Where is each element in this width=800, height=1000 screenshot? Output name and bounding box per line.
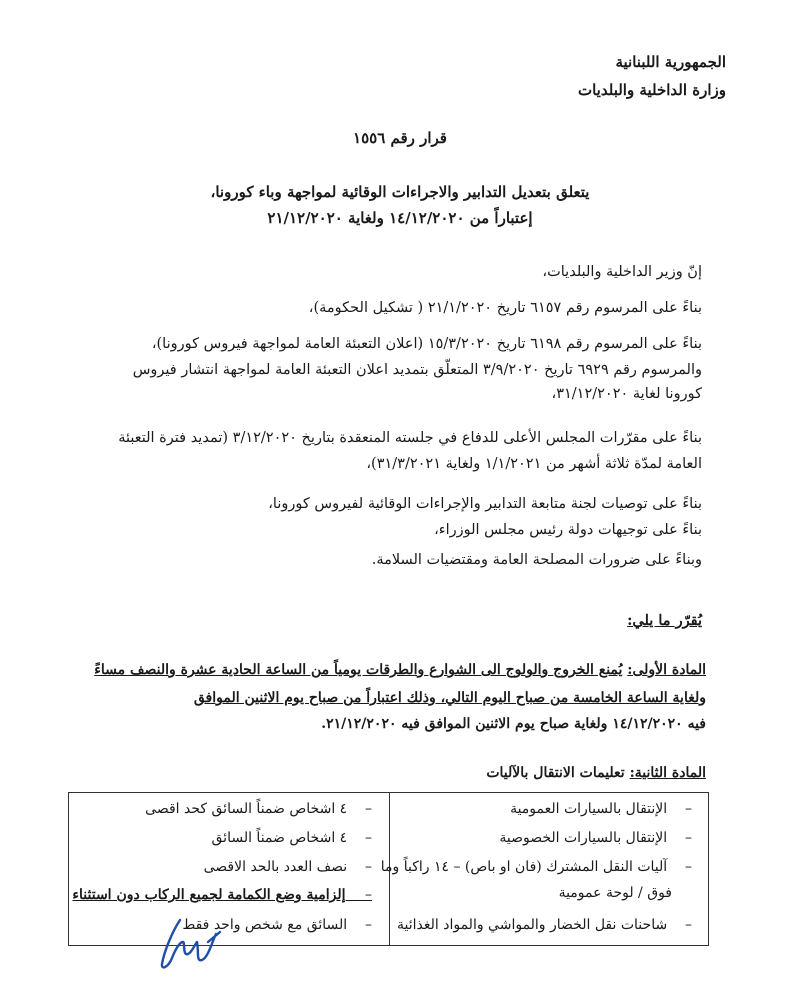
article1-line1	[94, 660, 706, 680]
republic-name: الجمهورية اللبنانية	[615, 53, 726, 71]
based-on-4: بناءً على توصيات لجنة متابعة التدابير والإجراءات الوقائية لفيروس كورونا،	[268, 496, 702, 512]
article2-title: تعليمات الانتقال بالآليات	[486, 765, 625, 781]
based-on-5: بناءً على توجيهات دولة رئيس مجلس الوزراء،	[434, 522, 702, 538]
decision-title: قرار رقم ١٥٥٦	[353, 129, 447, 147]
ministry-name: وزارة الداخلية والبلديات	[577, 81, 726, 99]
article1-label: المادة الأولى:	[627, 662, 706, 678]
decides-heading: يُقرّر ما يلي:	[627, 612, 702, 629]
based-on-6: وبناءً على ضرورات المصلحة العامة ومقتضيات السلامة.	[371, 552, 702, 568]
based-on-1: بناءً على المرسوم رقم ٦١٥٧ تاريخ ٢١/١/٢٠٢٠ ( تشكيل الحكومة)،	[308, 300, 702, 316]
table-row-vehicle-cont: فوق / لوحة عمومية	[558, 885, 672, 901]
table-row-vehicle: – الإنتقال بالسيارات الخصوصية	[499, 830, 692, 846]
article2-heading	[486, 763, 706, 783]
decision-period: إعتباراً من ١٤/١٢/٢٠٢٠ ولغاية ٢١/١٢/٢٠٢٠	[267, 209, 533, 227]
signature-icon	[150, 912, 230, 974]
table-row-rule: – إلزامية وضع الكمامة لجميع الركاب دون استثناء	[72, 887, 372, 903]
article1-line2: ولغاية الساعة الخامسة من صباح اليوم التالي، وذلك اعتباراً من صباح يوم الاثنين الموافق	[193, 690, 706, 706]
table-row-vehicle: – آليات النقل المشترك (فان او باص) – ١٤ راكباً وما	[380, 859, 692, 875]
minister-line: إنّ وزير الداخلية والبلديات،	[542, 264, 702, 280]
table-row-rule: – نصف العدد بالحد الاقصى	[203, 859, 372, 875]
based-on-2-line3: كورونا لغاية ٣١/١٢/٢٠٢٠،	[551, 386, 702, 402]
article1-text-line1: يُمنع الخروج والولوج الى الشوارع والطرقات يومياً من الساعة الحادية عشرة والنصف مساءً	[94, 662, 623, 678]
table-row-rule: – ٤ اشخاص ضمناً السائق كحد اقصى	[145, 801, 372, 817]
article2-label: المادة الثانية:	[629, 765, 706, 781]
table-row-rule: – ٤ اشخاص ضمناً السائق	[211, 830, 372, 846]
based-on-3-line2: العامة لمدّة ثلاثة أشهر من ١/١/٢٠٢١ ولغاية ٣١/٣/٢٠٢١)،	[366, 456, 702, 472]
based-on-2-line1: بناءً على المرسوم رقم ٦١٩٨ تاريخ ١٥/٣/٢٠٢٠ (اعلان التعبئة العامة لمواجهة فيروس كورونا)،	[151, 336, 702, 352]
decision-subject: يتعلق بتعديل التدابير والاجراءات الوقائية لمواجهة وباء كورونا،	[210, 183, 590, 201]
table-row-vehicle: – شاحنات نقل الخضار والمواشي والمواد الغذائية	[397, 917, 692, 933]
based-on-3-line1: بناءً على مقرّرات المجلس الأعلى للدفاع في جلسته المنعقدة بتاريخ ٣/١٢/٢٠٢٠ (تمديد فترة التعبئة	[118, 430, 702, 446]
table-row-rule: – السائق مع شخص واحد فقط	[182, 917, 372, 933]
based-on-2-line2: والمرسوم رقم ٦٩٢٩ تاريخ ٣/٩/٢٠٢٠ المتعلّق بتمديد اعلان التعبئة العامة لمواجهة انتشار فيروس	[132, 362, 702, 378]
article1-line3: فيه ١٤/١٢/٢٠٢٠ ولغاية صباح يوم الاثنين الموافق فيه ٢١/١٢/٢٠٢٠.	[321, 716, 706, 732]
table-row-vehicle: – الإنتقال بالسيارات العمومية	[510, 801, 692, 817]
